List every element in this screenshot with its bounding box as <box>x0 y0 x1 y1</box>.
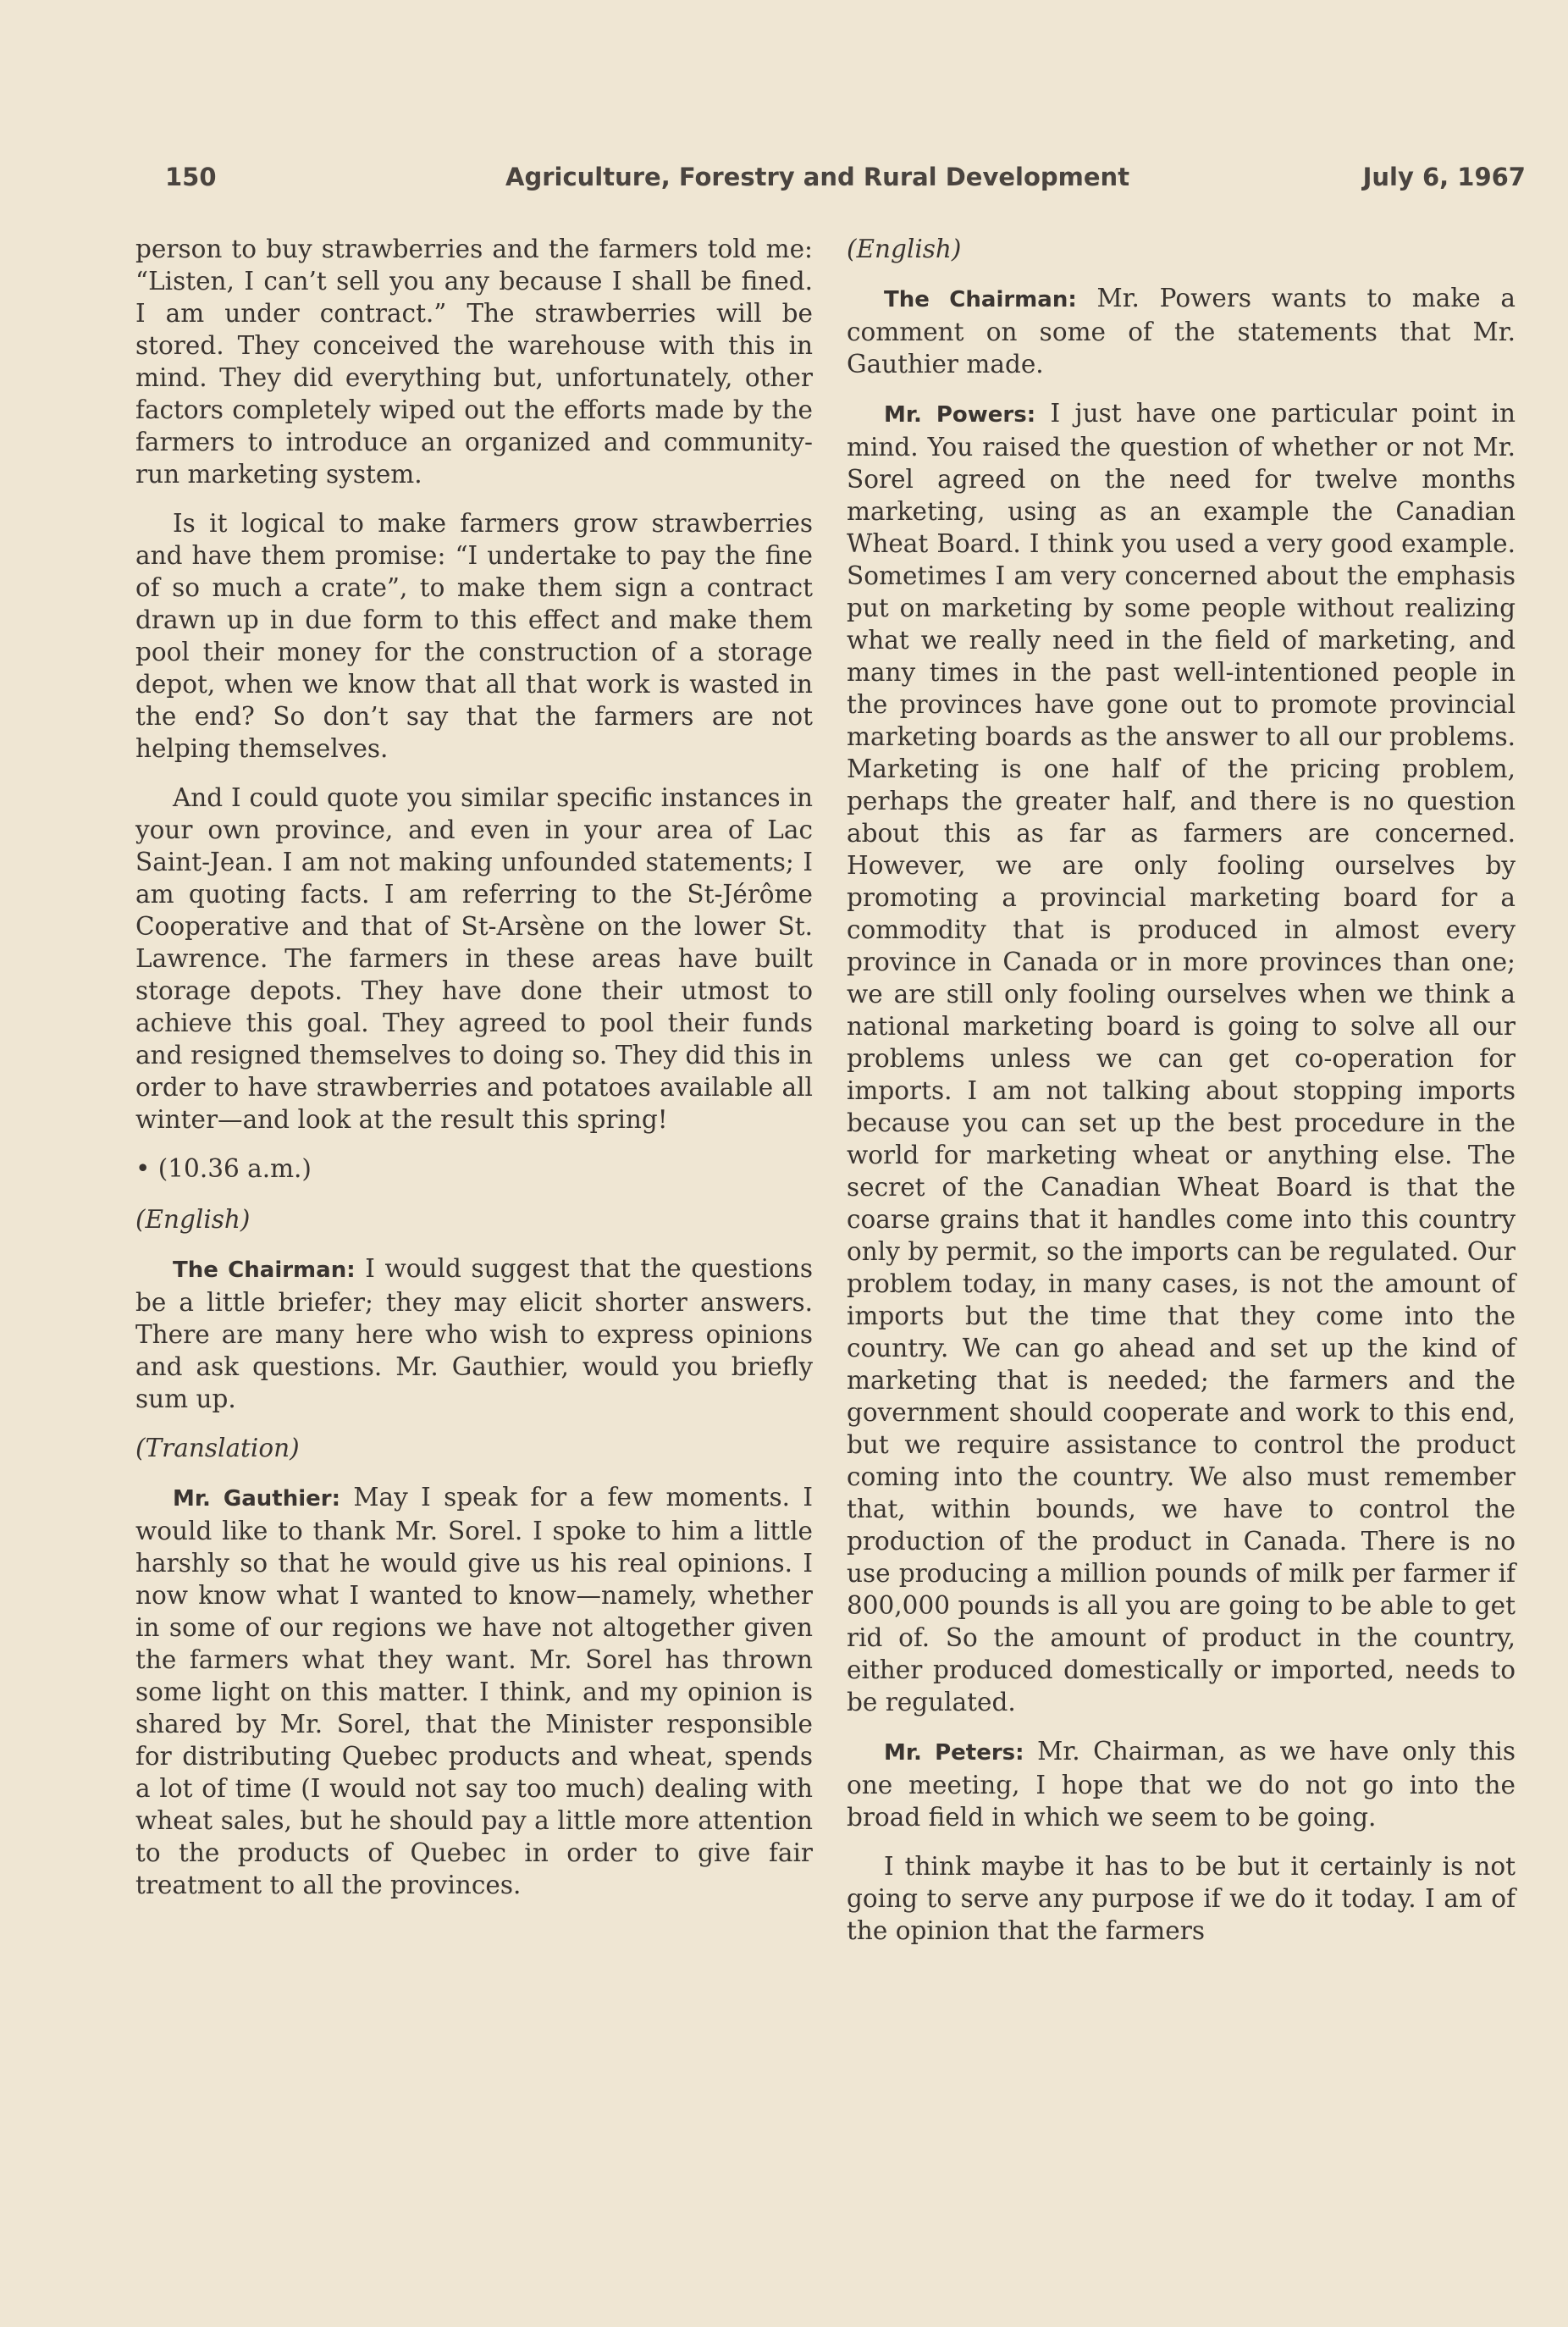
speaker-name: The Chairman: <box>173 1257 356 1283</box>
page-header <box>165 163 1526 196</box>
speech-powers <box>847 397 1516 1718</box>
header-date: July 6, 1967 <box>1362 163 1526 191</box>
time-marker: • (10.36 a.m.) <box>135 1154 312 1183</box>
running-title: Agriculture, Forestry and Rural Development <box>505 163 1130 191</box>
language-note-translation: (Translation) <box>135 1434 300 1462</box>
speech-gauthier <box>135 1481 813 1901</box>
speech-chairman <box>135 1252 813 1415</box>
speech-text: I just have one particular point in mind. You raised the question of whether or not Mr. Sorel agreed on the need for twelve months marketing, using as an example the Canadian Wheat Board. I think you used a very good example. Sometimes I am very concerned about the emphasis put on marketing by some people without realizing what we really need in the field of marketing, and many times in the past well-intentioned people in the provinces have gone out to promote provincial marketing boards as the answer to all our problems. Marketing is one half of the pricing problem, perhaps the greater half, and there is no question about this as far as farmers are concerned. However, we are only fooling ourselves by promoting a provincial marketing board for a commodity that is produced in almost every province in Canada or in more provinces than one; we are still only fooling ourselves when we think a national marketing board is going to solve all our problems unless we can get co-operation for imports. I am not talking about stopping imports because you can set up the best procedure in the world for marketing wheat or anything else. The secret of the Canadian Wheat Board is that the coarse grains that it handles come into this country only by permit, so the imports can be regulated. Our problem today, in many cases, is not the amount of imports but the time that they come into the country. We can go ahead and set up the kind of marketing that is needed; the farmers and the government should cooperate and work to this end, but we require assistance to control the product coming into the country. We also must remember that, within bounds, we have to control the production of the product in Canada. There is no use producing a million pounds of milk per farmer if 800,000 pounds is all you are going to be able to get rid of. So the amount of product in the country, either produced domestically or imported, needs to be regulated. <box>847 399 1516 1716</box>
right-column <box>847 233 1516 1964</box>
speech-text: Mr. Powers wants to make a comment on some of the statements that Mr. Gauthier made. <box>847 284 1516 379</box>
speech-chairman <box>847 282 1516 380</box>
speaker-name: Mr. Gauthier: <box>173 1486 340 1512</box>
page-number: 150 <box>165 163 217 191</box>
speech-text: I would suggest that the questions be a little briefer; they may elicit shorter answers. There are many here who wish to express opinions and ask questions. Mr. Gauthier, would you briefly sum up. <box>135 1254 813 1413</box>
speech-peters <box>847 1735 1516 1833</box>
speaker-name: Mr. Powers: <box>884 402 1036 428</box>
speaker-name: The Chairman: <box>884 287 1077 312</box>
paragraph-continued: person to buy strawberries and the farmers told me: “Listen, I can’t sell you any because I shall be fined. I am under contract.” The strawberries will be stored. They conceived the warehouse with this in mind. They did everything but, unfortunately, other factors completely wiped out the efforts made by the farmers to introduce an organized and community-run marketing system. <box>135 235 813 489</box>
speech-text: Mr. Chairman, as we have only this one meeting, I hope that we do not go into the broad field in which we seem to be going. <box>847 1737 1516 1832</box>
left-column <box>135 233 813 1918</box>
speech-text: May I speak for a few moments. I would like to thank Mr. Sorel. I spoke to him a little harshly so that he would give us his real opinions. I now know what I wanted to know—namely, whether in some of our regions we have not altogether given the farmers what they want. Mr. Sorel has thrown some light on this matter. I think, and my opinion is shared by Mr. Sorel, that the Minister responsible for distributing Quebec products and wheat, spends a lot of time (I would not say too much) dealing with wheat sales, but he should pay a little more attention to the products of Quebec in order to give fair treatment to all the provinces. <box>135 1483 813 1899</box>
language-note-english: (English) <box>135 1205 251 1234</box>
speaker-name: Mr. Peters: <box>884 1740 1024 1766</box>
paragraph-instances: And I could quote you similar specific instances in your own province, and even in your area of Lac Saint-Jean. I am not making unfounded statements; I am quoting facts. I am referring to the St-Jérôme Cooperative and that of St-Arsène on the lower St. Lawrence. The farmers in these areas have built storage depots. They have done their utmost to achieve this goal. They agreed to pool their funds and resigned themselves to doing so. They did this in order to have strawberries and potatoes available all winter—and look at the result this spring! <box>135 783 813 1134</box>
paragraph-final: I think maybe it has to be but it certainly is not going to serve any purpose if we do it today. I am of the opinion that the farmers <box>847 1852 1516 1945</box>
paragraph-logical: Is it logical to make farmers grow strawberries and have them promise: “I undertake to pay the fine of so much a crate”, to make them sign a contract drawn up in due form to this effect and make them pool their money for the construction of a storage depot, when we know that all that work is wasted in the end? So don’t say that the farmers are not helping themselves. <box>135 509 813 763</box>
language-note-english: (English) <box>847 235 962 263</box>
